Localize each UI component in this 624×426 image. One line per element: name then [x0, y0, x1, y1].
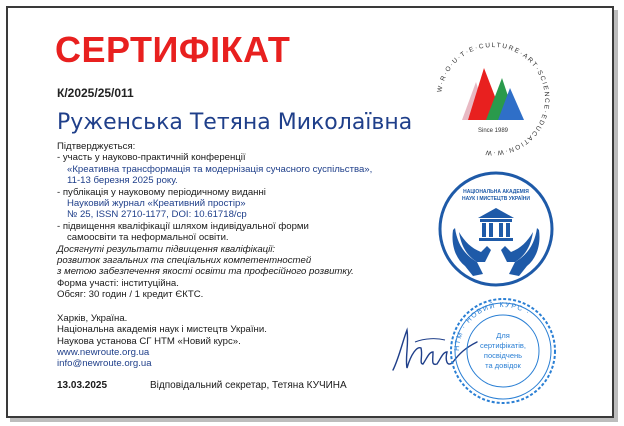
body-line: розвиток загальних та спеціальних компетентностей: [57, 255, 312, 267]
contact-link[interactable]: info@newroute.org.ua: [57, 358, 152, 370]
stamp-ring-text: НТМ · НОВИЙ КУРС ·: [453, 301, 532, 352]
body-line: Досягнуті результати підвищення кваліфікації:: [57, 243, 276, 255]
secretary-signature-line: Відповідальний секретар, Тетяна КУЧИНА: [150, 380, 347, 391]
body-line: - підвищення кваліфікації шляхом індивідуальної форми: [57, 220, 309, 232]
stamp-line4: та довідок: [485, 361, 521, 370]
newroute-logo: [428, 34, 558, 164]
official-stamp: [448, 296, 558, 406]
certificate-number: К/2025/25/011: [57, 86, 134, 100]
contact-link[interactable]: www.newroute.org.ua: [57, 346, 150, 358]
body-line: Форма участі: інституційна.: [57, 277, 179, 289]
stamp-line3: посвідчень: [483, 351, 523, 360]
stamp-line1: Для: [496, 331, 510, 340]
footer-line: Національна академія наук і мистецтв України.: [57, 324, 267, 336]
body-line: самоосвіти та неформальної освіти.: [67, 232, 229, 244]
logo-since: Since 1989: [477, 128, 509, 134]
certificate-title: СЕРТИФІКАТ: [55, 29, 291, 70]
body-line: з метою забезпечення якості освіти та професійного розвитку.: [57, 266, 354, 278]
body-line: Науковий журнал «Креативний простір»: [67, 198, 246, 210]
footer-line: Наукова установа СГ НТМ «Новий курс».: [57, 335, 241, 347]
body-line: 11-13 березня 2025 року.: [67, 175, 178, 187]
body-line: № 25, ISSN 2710-1177, DOI: 10.61718/cp: [67, 209, 247, 221]
academy-name-line2: НАУК І МИСТЕЦТВ УКРАЇНИ: [462, 196, 530, 202]
body-line: - участь у науково-практичній конференції: [57, 152, 246, 164]
body-line: «Креативна трансформація та модернізація сучасного суспільства»,: [67, 163, 373, 175]
certificate-body: [57, 141, 387, 370]
body-line: - публікація у науковому періодичному виданні: [57, 186, 266, 198]
recipient-name: Руженська Тетяна Миколаївна: [57, 110, 413, 135]
body-line: Обсяг: 30 годин / 1 кредит ЄКТС.: [57, 289, 204, 301]
stamp-line2: сертифікатів,: [479, 341, 527, 350]
academy-logo: [437, 170, 555, 288]
issue-date: 13.03.2025: [57, 380, 108, 391]
academy-name-line1: НАЦІОНАЛЬНА АКАДЕМІЯ: [463, 189, 529, 195]
footer-line: Харків, Україна.: [57, 312, 128, 324]
body-line: Підтверджується:: [57, 141, 136, 152]
logo-ring-text: W·R·O·U·T·E·CULTURE·ART·SCIENCE·EDUCATION·W·W: [436, 41, 551, 157]
